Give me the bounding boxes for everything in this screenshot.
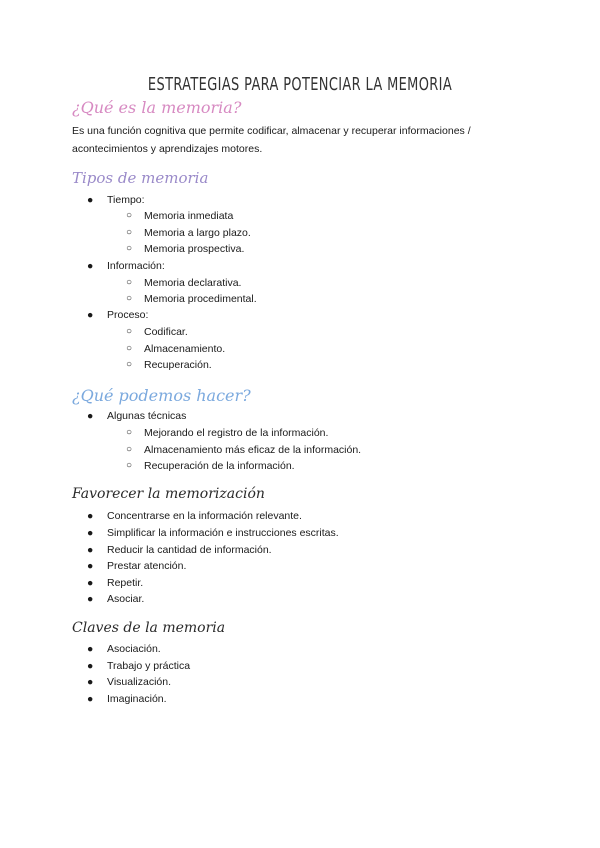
list-item-algunas-tecnicas: Algunas técnicas xyxy=(107,410,187,422)
list-item-tiempo: Tiempo: xyxy=(107,194,145,206)
definition-paragraph: Es una función cognitiva que permite codificar, almacenar y recuperar informaciones / acontecimientos y aprendizajes motores. xyxy=(72,125,471,155)
bullet-icon: ● xyxy=(87,676,94,688)
list-item: Repetir. xyxy=(107,577,144,589)
list-item: Memoria procedimental. xyxy=(144,293,257,305)
bullet-icon: ● xyxy=(87,309,94,321)
list-item: Memoria inmediata xyxy=(144,210,234,222)
bullet-icon: ● xyxy=(87,593,94,605)
bullet-icon: ● xyxy=(87,260,94,272)
bullet-icon: ● xyxy=(87,510,94,522)
bullet-icon: ● xyxy=(87,527,94,539)
hollow-bullet-icon: ○ xyxy=(126,359,133,370)
list-item: Trabajo y práctica xyxy=(107,660,191,672)
list-item: Simplificar la información e instrucciones escritas. xyxy=(107,527,339,539)
hollow-bullet-icon: ○ xyxy=(126,243,133,254)
list-item: Prestar atención. xyxy=(107,560,187,572)
list-item: Almacenamiento. xyxy=(144,343,226,355)
hollow-bullet-icon: ○ xyxy=(126,343,133,354)
bullet-icon: ● xyxy=(87,643,94,655)
list-item: Memoria a largo plazo. xyxy=(144,227,251,239)
list-item: Mejorando el registro de la información. xyxy=(144,427,329,439)
list-item: Concentrarse en la información relevante. xyxy=(107,510,302,522)
hollow-bullet-icon: ○ xyxy=(126,293,133,304)
bullet-icon: ● xyxy=(87,560,94,572)
list-item: Codificar. xyxy=(144,326,188,338)
hollow-bullet-icon: ○ xyxy=(126,326,133,337)
heading-que-es-la-memoria: ¿Qué es la memoria? xyxy=(72,98,242,117)
bullet-icon: ● xyxy=(87,410,94,422)
document-title: ESTRATEGIAS PARA POTENCIAR LA MEMORIA xyxy=(147,74,453,95)
list-item: Almacenamiento más eficaz de la información. xyxy=(144,444,362,456)
hollow-bullet-icon: ○ xyxy=(126,227,133,238)
list-item: Asociar. xyxy=(107,593,145,605)
hollow-bullet-icon: ○ xyxy=(126,444,133,455)
heading-que-podemos-hacer: ¿Qué podemos hacer? xyxy=(72,386,251,405)
list-item-proceso: Proceso: xyxy=(107,309,149,321)
list-item: Memoria declarativa. xyxy=(144,277,242,289)
hollow-bullet-icon: ○ xyxy=(126,210,133,221)
hollow-bullet-icon: ○ xyxy=(126,277,133,288)
heading-tipos-de-memoria: Tipos de memoria xyxy=(72,169,209,187)
list-item: Visualización. xyxy=(107,676,172,688)
list-item: Imaginación. xyxy=(107,693,167,705)
list-item: Reducir la cantidad de información. xyxy=(107,544,272,556)
bullet-icon: ● xyxy=(87,693,94,705)
hollow-bullet-icon: ○ xyxy=(126,427,133,438)
list-item: Recuperación de la información. xyxy=(144,460,295,472)
hollow-bullet-icon: ○ xyxy=(126,460,133,471)
list-item-informacion: Información: xyxy=(107,260,165,272)
bullet-icon: ● xyxy=(87,577,94,589)
bullet-icon: ● xyxy=(87,660,94,672)
heading-claves-de-la-memoria: Claves de la memoria xyxy=(72,620,226,636)
list-item: Asociación. xyxy=(107,643,161,655)
heading-favorecer-la-memorizacion: Favorecer la memorización xyxy=(72,486,265,502)
bullet-icon: ● xyxy=(87,544,94,556)
list-item: Memoria prospectiva. xyxy=(144,243,245,255)
bullet-icon: ● xyxy=(87,194,94,206)
list-item: Recuperación. xyxy=(144,359,212,371)
